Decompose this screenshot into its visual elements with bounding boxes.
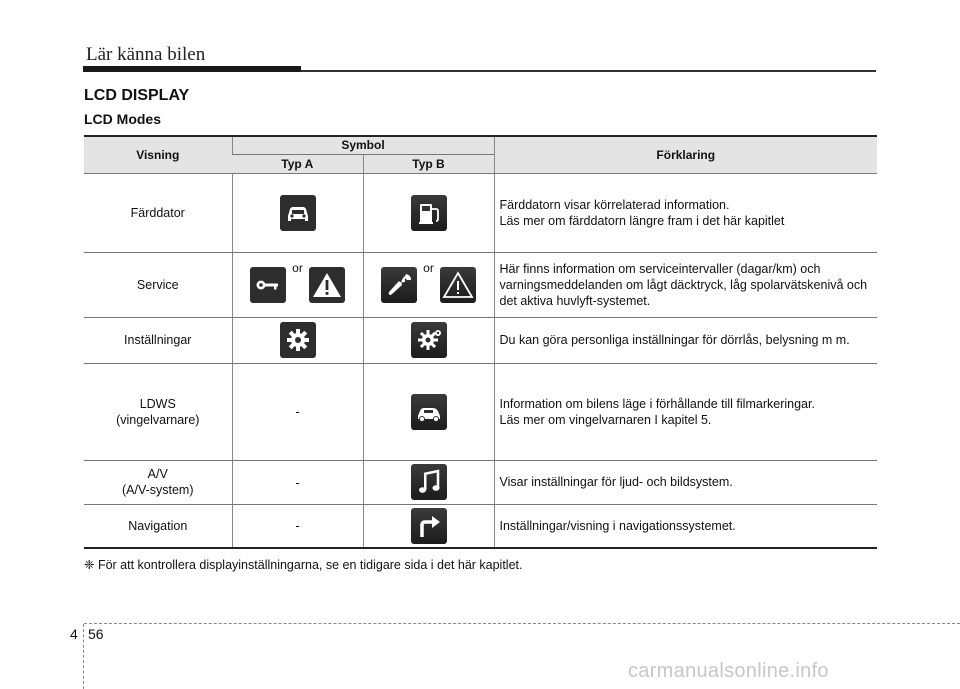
no-symbol: - [295, 474, 300, 490]
header-rule-thick [83, 66, 301, 72]
warning-triangle-icon [309, 267, 345, 303]
mode-description: Färddatorn visar körrelaterad information. Läs mer om färddatorn längre fram i det här kapitlet [494, 173, 877, 252]
footer-divider [84, 623, 960, 624]
fuel-pump-icon [411, 195, 447, 231]
wrench-icon [250, 267, 286, 303]
section-title: LCD DISPLAY [84, 87, 190, 104]
wrench-icon [381, 267, 417, 303]
no-symbol: - [295, 518, 300, 534]
page-number: 56 [88, 626, 104, 642]
header-symbol: Symbol [232, 136, 494, 154]
table-row [84, 504, 877, 548]
chapter-number: 4 [70, 626, 78, 642]
warning-triangle-icon [440, 267, 476, 303]
watermark: carmanualsonline.info [628, 660, 829, 682]
no-symbol: - [295, 404, 300, 419]
mode-description: Inställningar/visning i navigationssystemet. [494, 504, 877, 548]
table-row [84, 252, 877, 317]
header-typ-a: Typ A [232, 154, 363, 173]
header-forklaring: Förklaring [494, 136, 877, 173]
header-typ-b: Typ B [363, 154, 494, 173]
subsection-title: LCD Modes [84, 111, 161, 127]
chapter-title: Lär känna bilen [86, 44, 206, 65]
table-row [84, 363, 877, 460]
mode-name: A/V [147, 467, 168, 481]
mode-description: Här finns information om serviceintervaller (dagar/km) och varningsmeddelanden om lågt däcktryck, låg spolarvätskenivå och det aktiva huvlyft-systemet. [494, 252, 877, 317]
gear-icon [411, 322, 447, 358]
car-lane-icon [411, 394, 447, 430]
gear-icon [280, 322, 316, 358]
mode-description: Du kan göra personliga inställningar för dörrlås, belysning m m. [494, 317, 877, 363]
car-icon [280, 195, 316, 231]
or-label: or [292, 260, 303, 275]
header-rule-thin [301, 70, 876, 72]
mode-name: Navigation [84, 504, 232, 548]
mode-name: Inställningar [84, 317, 232, 363]
header-visning: Visning [84, 136, 232, 173]
mode-subtitle: (A/V-system) [121, 483, 194, 497]
or-label: or [423, 260, 434, 275]
turn-arrow-icon [411, 508, 447, 544]
footer-vertical-divider [83, 624, 84, 689]
lcd-modes-table [84, 135, 877, 549]
footnote: ❈ För att kontrollera displayinställningarna, se en tidigare sida i det här kapitlet. [84, 558, 523, 572]
mode-subtitle: (vingelvarnare) [116, 412, 200, 427]
table-row [84, 173, 877, 252]
table-row [84, 460, 877, 504]
table-row [84, 317, 877, 363]
mode-name: Färddator [84, 173, 232, 252]
mode-name: LDWS [139, 396, 176, 411]
music-note-icon [411, 464, 447, 500]
mode-description: Information om bilens läge i förhållande till filmarkeringar. Läs mer om vingelvarnaren I kapitel 5. [494, 363, 877, 460]
mode-name: Service [84, 252, 232, 317]
mode-description: Visar inställningar för ljud- och bildsystem. [494, 460, 877, 504]
